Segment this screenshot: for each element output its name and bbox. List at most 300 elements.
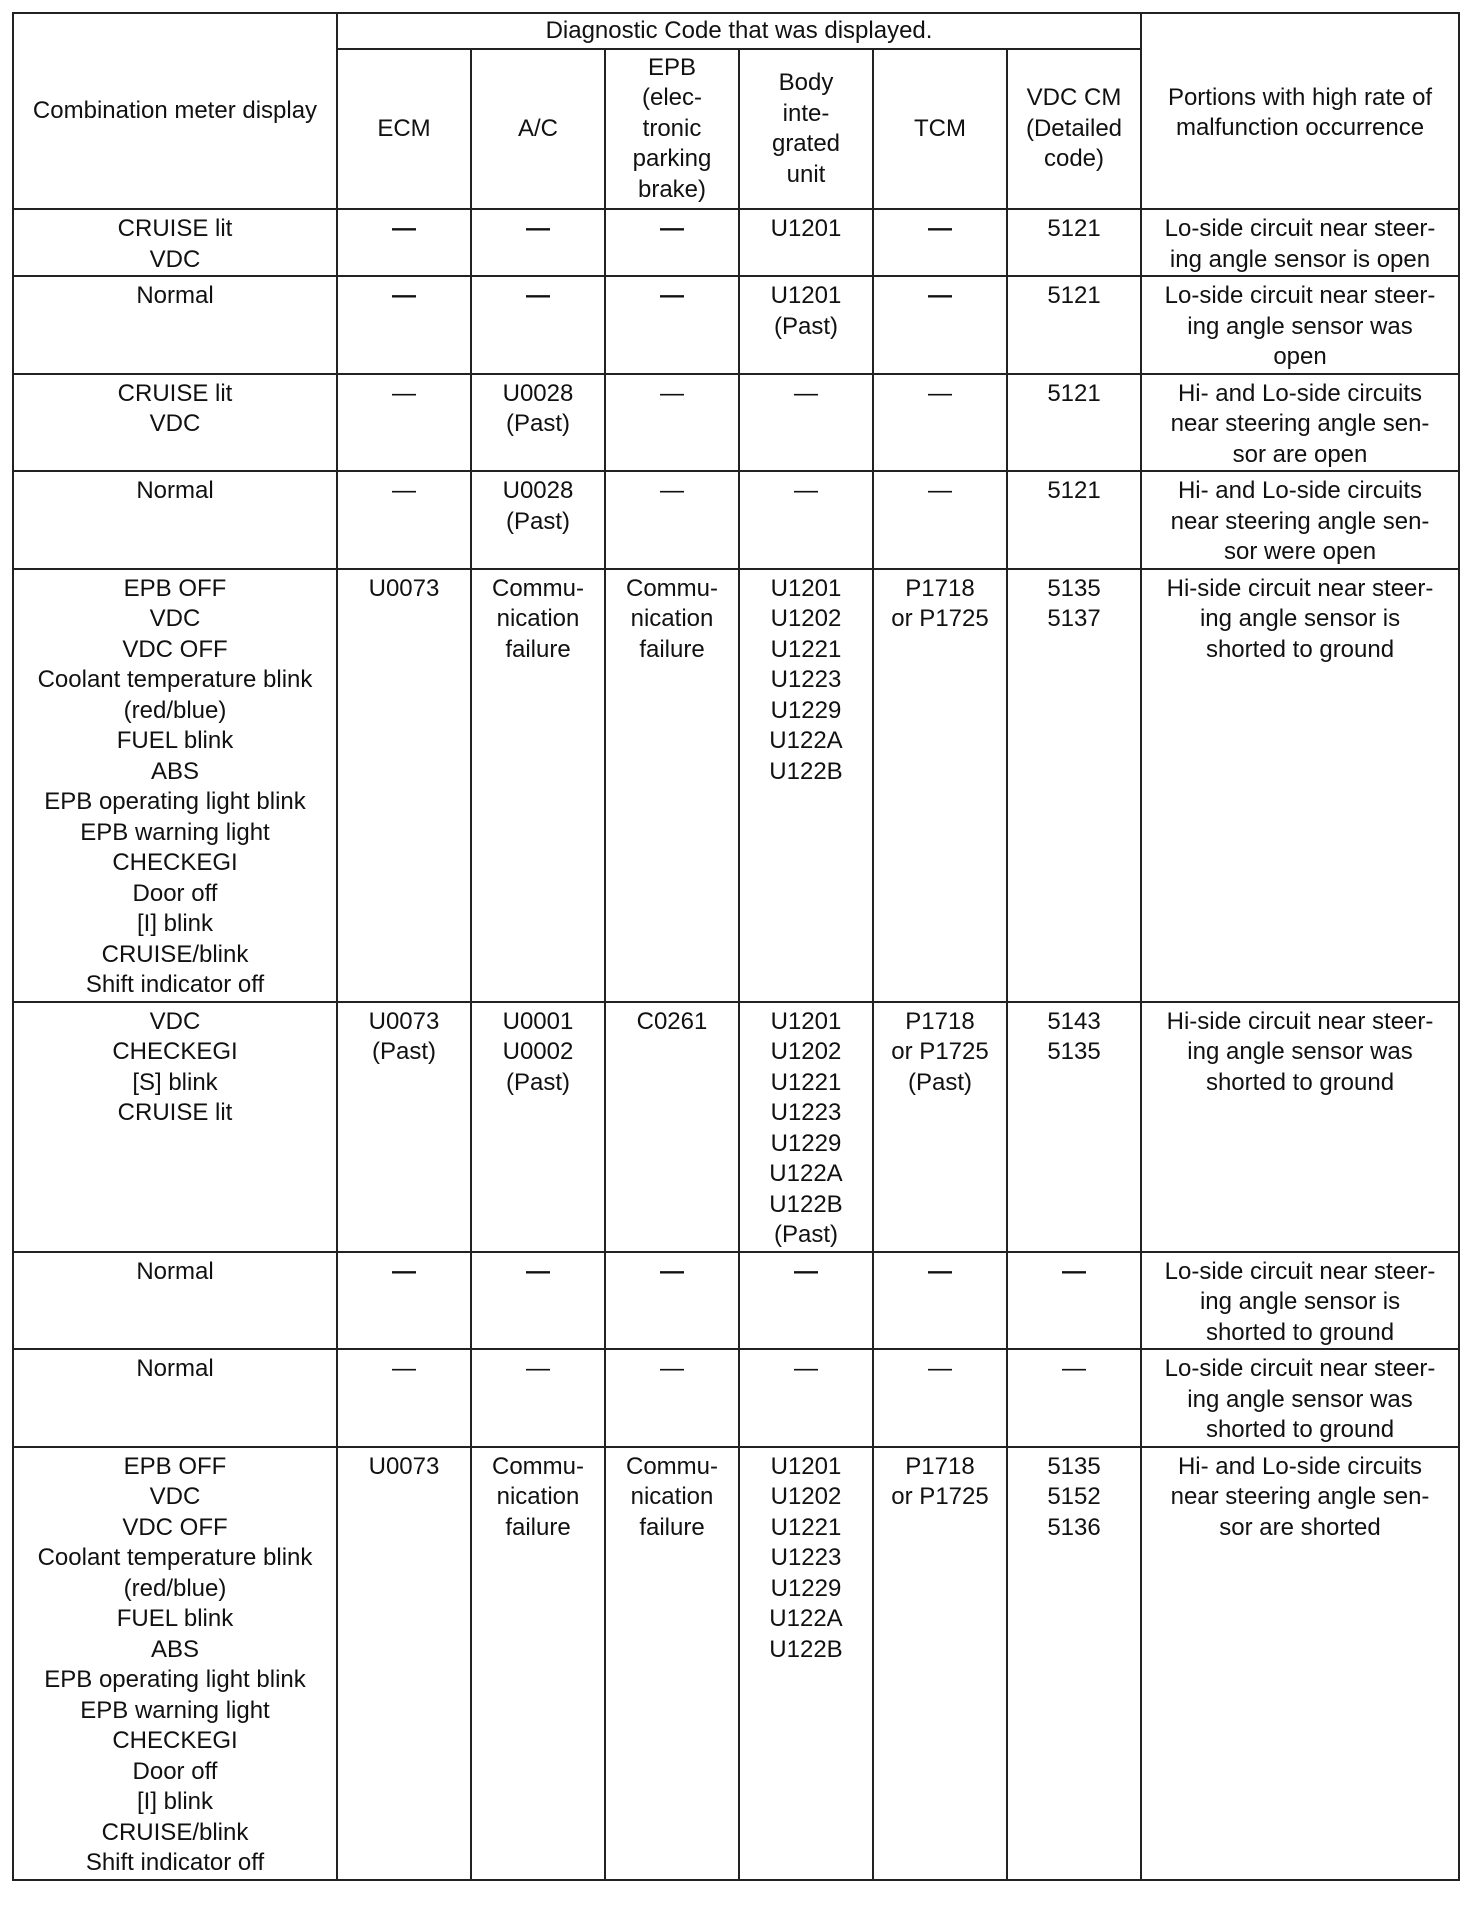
cell-line: EPB operating light blink <box>44 788 306 815</box>
cell-vdc <box>1007 1002 1141 1252</box>
empty-dash: — <box>392 477 416 504</box>
cell-line: ing angle sensor was <box>1187 312 1413 340</box>
cell-lines <box>14 472 336 507</box>
cell-line: U1201 <box>770 215 842 242</box>
empty-dash: — <box>392 1257 416 1285</box>
cell-line: CHECKEGI <box>112 1038 238 1065</box>
diagnostic-code-table <box>12 12 1460 1881</box>
cell-line: nication <box>496 605 580 632</box>
empty-dash: — <box>1062 1257 1086 1285</box>
cell-meter <box>13 471 337 569</box>
empty-dash: — <box>660 379 684 407</box>
cell-portion <box>1141 276 1459 374</box>
header-epb-lines <box>606 53 738 206</box>
cell-epb <box>605 1349 739 1447</box>
header-line: grated <box>771 130 841 157</box>
empty-dash: — <box>526 282 550 309</box>
cell-line: U0073 <box>368 574 440 602</box>
cell-epb <box>605 1447 739 1880</box>
cell-tcm <box>873 209 1007 276</box>
cell-line: EPB warning light <box>80 1696 270 1724</box>
header-line: inte- <box>782 99 830 127</box>
cell-lines <box>1142 210 1458 275</box>
cell-line: Door off <box>132 1757 218 1785</box>
cell-lines <box>1142 375 1458 471</box>
cell-epb <box>605 374 739 472</box>
cell-ac <box>471 1447 605 1880</box>
cell-line: 5135 <box>1047 1038 1101 1065</box>
cell-lines <box>1008 210 1140 245</box>
cell-line: Commu- <box>491 574 584 602</box>
cell-line: P1718 <box>905 1452 975 1480</box>
cell-lines <box>740 1003 872 1251</box>
cell-line: FUEL blink <box>116 727 234 754</box>
empty-dash: — <box>660 282 684 309</box>
cell-ecm <box>337 1447 471 1880</box>
cell-line: U0028 <box>502 379 574 407</box>
cell-line: failure <box>505 1513 571 1541</box>
empty-dash: — <box>660 477 684 504</box>
cell-line: Shift indicator off <box>85 971 265 998</box>
cell-line: U1202 <box>770 605 842 632</box>
table-body <box>13 209 1459 1880</box>
header-line: Portions with high rate of <box>1167 83 1433 111</box>
cell-body <box>739 1447 873 1880</box>
cell-meter <box>13 374 337 472</box>
cell-line: P1718 <box>905 1007 975 1035</box>
cell-lines <box>740 1350 872 1385</box>
cell-portion <box>1141 471 1459 569</box>
cell-line: near steering angle sen- <box>1170 1483 1430 1510</box>
cell-lines <box>14 375 336 440</box>
table-row <box>13 374 1459 472</box>
cell-meter <box>13 1447 337 1880</box>
cell-lines <box>874 472 1006 507</box>
cell-ecm <box>337 276 471 374</box>
cell-lines <box>338 1350 470 1385</box>
cell-lines <box>14 1350 336 1385</box>
cell-line: U1223 <box>770 666 842 693</box>
cell-line: CRUISE/blink <box>101 940 249 968</box>
cell-line: U1201 <box>770 282 842 309</box>
cell-line: 5121 <box>1047 477 1101 504</box>
table-row <box>13 276 1459 374</box>
cell-lines <box>606 1448 738 1544</box>
cell-lines <box>1008 375 1140 410</box>
cell-line: EPB OFF <box>123 574 227 602</box>
cell-body <box>739 471 873 569</box>
cell-tcm <box>873 1349 1007 1447</box>
cell-body <box>739 374 873 472</box>
cell-lines <box>1008 1003 1140 1068</box>
cell-line: Lo-side circuit near steer- <box>1164 282 1436 309</box>
cell-tcm <box>873 471 1007 569</box>
cell-portion <box>1141 1252 1459 1350</box>
cell-lines <box>1008 1253 1140 1288</box>
cell-lines <box>1142 1003 1458 1099</box>
cell-line: ing angle sensor is open <box>1169 245 1431 273</box>
cell-lines <box>1008 1448 1140 1544</box>
cell-ac <box>471 374 605 472</box>
cell-lines <box>472 210 604 245</box>
empty-dash: — <box>928 1355 952 1382</box>
cell-line: CHECKEGI <box>112 849 238 876</box>
cell-lines <box>740 1253 872 1288</box>
cell-line: EPB warning light <box>80 818 270 846</box>
header-diagnostic-code-group: Diagnostic Code that was displayed. <box>337 13 1141 49</box>
cell-ecm <box>337 209 471 276</box>
cell-line: shorted to ground <box>1205 1068 1395 1096</box>
header-tcm: TCM <box>873 49 1007 209</box>
cell-lines <box>338 472 470 507</box>
cell-lines <box>14 277 336 312</box>
cell-ac <box>471 569 605 1002</box>
cell-line: sor are open <box>1232 440 1368 468</box>
cell-line: failure <box>505 635 571 663</box>
cell-line: near steering angle sen- <box>1170 410 1430 437</box>
empty-dash: — <box>660 215 684 242</box>
empty-dash: — <box>392 215 416 242</box>
cell-lines <box>606 1350 738 1385</box>
cell-lines <box>338 1003 470 1068</box>
cell-line: CRUISE lit <box>117 379 233 407</box>
cell-line: (red/blue) <box>123 1574 227 1602</box>
cell-lines <box>1142 1448 1458 1544</box>
cell-line: U122B <box>769 757 843 785</box>
cell-lines <box>606 472 738 507</box>
empty-dash: — <box>928 215 952 242</box>
cell-line: VDC <box>149 1483 201 1510</box>
cell-epb <box>605 1002 739 1252</box>
cell-lines <box>472 472 604 537</box>
cell-line: Door off <box>132 879 218 907</box>
cell-line: U1202 <box>770 1483 842 1510</box>
cell-line: CHECKEGI <box>112 1727 238 1754</box>
cell-lines <box>14 1448 336 1879</box>
table-row <box>13 1447 1459 1880</box>
cell-lines <box>338 210 470 245</box>
empty-dash: — <box>392 379 416 407</box>
cell-line: ing angle sensor was <box>1187 1038 1413 1065</box>
cell-line: P1718 <box>905 574 975 602</box>
cell-ac <box>471 471 605 569</box>
cell-line: 5121 <box>1047 282 1101 309</box>
cell-ac <box>471 1002 605 1252</box>
cell-line: U0073 <box>368 1007 440 1035</box>
cell-line: U0001 <box>502 1007 574 1035</box>
cell-line: (Past) <box>371 1038 436 1065</box>
table-row <box>13 1349 1459 1447</box>
cell-ac <box>471 1349 605 1447</box>
header-line: EPB <box>647 53 697 81</box>
cell-ac <box>471 209 605 276</box>
cell-ecm <box>337 374 471 472</box>
cell-lines <box>338 1253 470 1288</box>
cell-line: C0261 <box>636 1007 708 1035</box>
cell-portion <box>1141 1002 1459 1252</box>
cell-line: U1201 <box>770 1007 842 1035</box>
cell-lines <box>1142 1350 1458 1446</box>
cell-line: 5121 <box>1047 215 1101 242</box>
cell-lines <box>1008 277 1140 312</box>
cell-line: U1201 <box>770 1452 842 1480</box>
cell-meter <box>13 1002 337 1252</box>
cell-line: [I] blink <box>136 910 214 937</box>
header-vdc-lines <box>1008 83 1140 175</box>
cell-tcm <box>873 1002 1007 1252</box>
empty-dash: — <box>794 1257 818 1285</box>
cell-line: (Past) <box>505 507 570 535</box>
cell-line: U1223 <box>770 1544 842 1571</box>
cell-line: FUEL blink <box>116 1605 234 1632</box>
empty-dash: — <box>794 477 818 504</box>
header-body-lines <box>740 68 872 190</box>
cell-line: Lo-side circuit near steer- <box>1164 1355 1436 1382</box>
cell-line: sor are shorted <box>1219 1513 1381 1541</box>
cell-lines <box>1142 277 1458 373</box>
header-line: tronic <box>642 114 702 142</box>
cell-tcm <box>873 1447 1007 1880</box>
cell-line: near steering angle sen- <box>1170 507 1430 535</box>
cell-lines <box>606 210 738 245</box>
cell-lines <box>606 1003 738 1038</box>
cell-line: Hi-side circuit near steer- <box>1166 574 1434 602</box>
cell-lines <box>472 375 604 440</box>
cell-lines <box>1142 570 1458 666</box>
cell-line: 5143 <box>1047 1007 1101 1035</box>
cell-lines <box>874 375 1006 410</box>
cell-line: or P1725 <box>891 1038 989 1065</box>
cell-lines <box>874 1003 1006 1099</box>
cell-line: [S] blink <box>132 1068 218 1096</box>
empty-dash: — <box>928 379 952 407</box>
table-row <box>13 209 1459 276</box>
table-row <box>13 1002 1459 1252</box>
cell-line: EPB operating light blink <box>44 1666 306 1693</box>
cell-lines <box>14 1003 336 1129</box>
cell-meter <box>13 569 337 1002</box>
header-line: malfunction occurrence <box>1175 114 1425 141</box>
cell-line: 5137 <box>1047 605 1101 632</box>
cell-line: U0002 <box>502 1038 574 1065</box>
table-row <box>13 1252 1459 1350</box>
cell-tcm <box>873 276 1007 374</box>
cell-line: Hi-side circuit near steer- <box>1166 1007 1434 1035</box>
cell-line: U122B <box>769 1635 843 1663</box>
cell-ecm <box>337 1252 471 1350</box>
cell-ac <box>471 276 605 374</box>
cell-line: U122B <box>769 1190 843 1218</box>
cell-line: ing angle sensor is <box>1199 605 1401 632</box>
table-row <box>13 569 1459 1002</box>
cell-lines <box>1008 570 1140 635</box>
cell-line: nication <box>630 1483 714 1510</box>
cell-lines <box>740 1448 872 1666</box>
cell-lines <box>874 210 1006 245</box>
cell-line: Commu- <box>625 1452 718 1480</box>
cell-meter <box>13 276 337 374</box>
cell-lines <box>14 1253 336 1288</box>
cell-vdc <box>1007 1447 1141 1880</box>
cell-line: CRUISE lit <box>117 215 233 242</box>
cell-lines <box>1142 1253 1458 1349</box>
cell-line: U1229 <box>770 1574 842 1602</box>
cell-line: VDC <box>149 410 201 437</box>
cell-line: sor were open <box>1223 538 1377 565</box>
cell-lines <box>606 277 738 312</box>
empty-dash: — <box>526 1355 550 1382</box>
cell-line: U0028 <box>502 477 574 504</box>
cell-line: ing angle sensor was <box>1187 1385 1413 1413</box>
empty-dash: — <box>928 282 952 309</box>
empty-dash: — <box>526 1257 550 1285</box>
empty-dash: — <box>928 1257 952 1285</box>
cell-vdc <box>1007 1252 1141 1350</box>
cell-lines <box>472 277 604 312</box>
cell-line: shorted to ground <box>1205 1318 1395 1346</box>
cell-lines <box>338 277 470 312</box>
header-portions-malfunction <box>1141 13 1459 209</box>
cell-body <box>739 276 873 374</box>
cell-lines <box>874 570 1006 635</box>
header-epb <box>605 49 739 209</box>
cell-epb <box>605 209 739 276</box>
cell-line: ing angle sensor is <box>1199 1288 1401 1315</box>
cell-line: or P1725 <box>891 1483 989 1510</box>
cell-ecm <box>337 569 471 1002</box>
cell-portion <box>1141 569 1459 1002</box>
header-vdc-cm <box>1007 49 1141 209</box>
header-combination-meter-display: Combination meter display <box>13 13 337 209</box>
cell-line: U1229 <box>770 696 842 724</box>
cell-line: Normal <box>136 1355 214 1382</box>
cell-line: U1201 <box>770 574 842 602</box>
cell-vdc <box>1007 471 1141 569</box>
cell-lines <box>1142 472 1458 568</box>
cell-lines <box>740 375 872 410</box>
cell-lines <box>740 472 872 507</box>
cell-line: 5121 <box>1047 379 1101 407</box>
cell-line: U122A <box>769 727 843 754</box>
cell-vdc <box>1007 1349 1141 1447</box>
cell-lines <box>874 1448 1006 1513</box>
cell-tcm <box>873 569 1007 1002</box>
header-ecm: ECM <box>337 49 471 209</box>
cell-lines <box>472 570 604 666</box>
cell-line: Shift indicator off <box>85 1849 265 1876</box>
cell-line: (red/blue) <box>123 696 227 724</box>
header-line: brake) <box>637 175 707 203</box>
cell-line: [I] blink <box>136 1788 214 1815</box>
cell-line: (Past) <box>773 312 838 340</box>
cell-line: VDC OFF <box>122 1513 228 1541</box>
cell-epb <box>605 569 739 1002</box>
cell-line: Hi- and Lo-side circuits <box>1177 379 1423 407</box>
cell-portion <box>1141 209 1459 276</box>
cell-epb <box>605 1252 739 1350</box>
empty-dash: — <box>392 1355 416 1382</box>
cell-line: 5136 <box>1047 1513 1101 1541</box>
cell-lines <box>1008 472 1140 507</box>
cell-line: Coolant temperature blink <box>37 1544 313 1571</box>
cell-tcm <box>873 374 1007 472</box>
cell-portion <box>1141 1349 1459 1447</box>
cell-line: U122A <box>769 1605 843 1632</box>
cell-lines <box>338 375 470 410</box>
cell-meter <box>13 1252 337 1350</box>
header-line: (elec- <box>641 84 702 112</box>
cell-line: (Past) <box>505 410 570 437</box>
cell-lines <box>338 570 470 605</box>
cell-line: nication <box>630 605 714 632</box>
empty-dash: — <box>794 1355 818 1382</box>
table-row <box>13 471 1459 569</box>
cell-line: open <box>1273 343 1327 370</box>
cell-tcm <box>873 1252 1007 1350</box>
cell-line: EPB OFF <box>123 1452 227 1480</box>
cell-line: Lo-side circuit near steer- <box>1164 1257 1436 1285</box>
cell-lines <box>606 570 738 666</box>
cell-body <box>739 1349 873 1447</box>
cell-line: Coolant temperature blink <box>37 666 313 693</box>
cell-lines <box>472 1350 604 1385</box>
cell-ac <box>471 1252 605 1350</box>
cell-line: CRUISE/blink <box>101 1818 249 1846</box>
header-line: Body <box>778 69 834 96</box>
cell-ecm <box>337 1349 471 1447</box>
cell-body <box>739 569 873 1002</box>
empty-dash: — <box>526 215 550 242</box>
cell-meter <box>13 1349 337 1447</box>
cell-epb <box>605 276 739 374</box>
header-ac: A/C <box>471 49 605 209</box>
cell-line: 5152 <box>1047 1483 1101 1510</box>
empty-dash: — <box>660 1257 684 1285</box>
cell-line: Commu- <box>625 574 718 602</box>
header-line: VDC CM <box>1026 84 1122 112</box>
cell-lines <box>472 1253 604 1288</box>
cell-line: or P1725 <box>891 605 989 632</box>
cell-lines <box>1008 1350 1140 1385</box>
cell-body <box>739 1002 873 1252</box>
cell-line: (Past) <box>907 1068 972 1096</box>
cell-line: failure <box>639 1513 705 1541</box>
header-portions-lines <box>1142 79 1458 144</box>
cell-line: U1229 <box>770 1129 842 1157</box>
cell-line: CRUISE lit <box>117 1099 233 1126</box>
cell-line: (Past) <box>773 1221 838 1248</box>
cell-line: VDC OFF <box>122 635 228 663</box>
empty-dash: — <box>392 282 416 309</box>
header-line: unit <box>786 160 826 188</box>
cell-line: Normal <box>136 282 214 309</box>
empty-dash: — <box>794 379 818 407</box>
cell-line: Lo-side circuit near steer- <box>1164 215 1436 242</box>
header-body-integrated-unit <box>739 49 873 209</box>
cell-line: ABS <box>150 757 200 785</box>
cell-ecm <box>337 471 471 569</box>
header-line: parking <box>632 145 712 173</box>
cell-vdc <box>1007 209 1141 276</box>
cell-vdc <box>1007 374 1141 472</box>
cell-line: VDC <box>149 1007 201 1035</box>
cell-line: shorted to ground <box>1205 635 1395 663</box>
cell-body <box>739 209 873 276</box>
cell-body <box>739 1252 873 1350</box>
cell-line: Commu- <box>491 1452 584 1480</box>
cell-line: U1202 <box>770 1038 842 1065</box>
cell-lines <box>874 277 1006 312</box>
